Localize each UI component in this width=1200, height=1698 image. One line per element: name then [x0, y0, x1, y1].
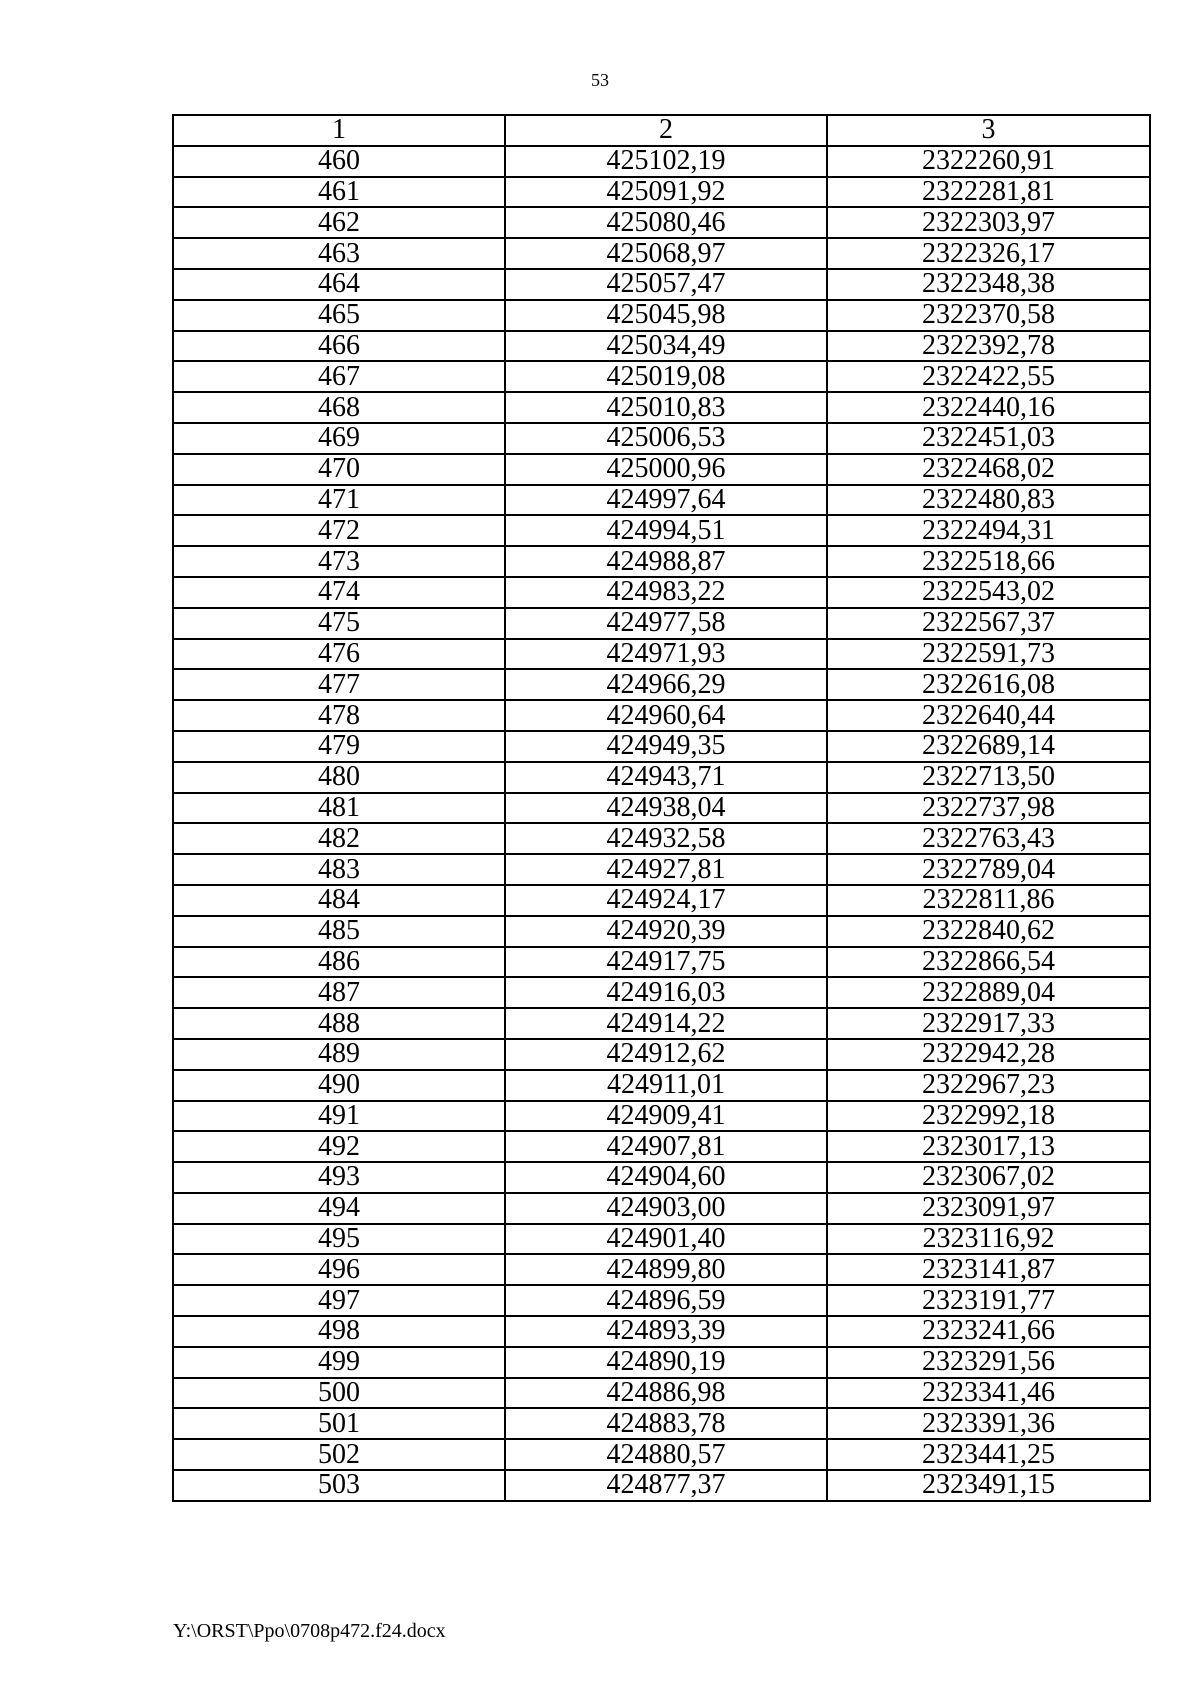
x-coordinate-cell: 424893,39 — [505, 1316, 827, 1347]
table-row — [173, 454, 1150, 485]
y-coordinate-cell: 2322260,91 — [827, 146, 1150, 177]
point-number-cell: 474 — [173, 577, 505, 608]
y-coordinate-cell: 2322889,04 — [827, 977, 1150, 1008]
point-number-cell: 491 — [173, 1101, 505, 1132]
x-coordinate-cell: 424877,37 — [505, 1470, 827, 1501]
point-number-cell: 494 — [173, 1193, 505, 1224]
table-row — [173, 823, 1150, 854]
y-coordinate-cell: 2322840,62 — [827, 916, 1150, 947]
table-row — [173, 1224, 1150, 1255]
y-coordinate-cell: 2322567,37 — [827, 608, 1150, 639]
y-coordinate-cell: 2323491,15 — [827, 1470, 1150, 1501]
point-number-cell: 460 — [173, 146, 505, 177]
table-row — [173, 1008, 1150, 1039]
table-row — [173, 1101, 1150, 1132]
x-coordinate-cell: 424907,81 — [505, 1131, 827, 1162]
y-coordinate-cell: 2323017,13 — [827, 1131, 1150, 1162]
x-coordinate-cell: 424909,41 — [505, 1101, 827, 1132]
y-coordinate-cell: 2322917,33 — [827, 1008, 1150, 1039]
y-coordinate-cell: 2322480,83 — [827, 485, 1150, 516]
table-row — [173, 300, 1150, 331]
point-number-cell: 466 — [173, 331, 505, 362]
x-coordinate-cell: 425034,49 — [505, 331, 827, 362]
table-body — [173, 146, 1150, 1501]
table-row — [173, 608, 1150, 639]
y-coordinate-cell: 2322422,55 — [827, 361, 1150, 392]
table-row — [173, 700, 1150, 731]
y-coordinate-cell: 2322789,04 — [827, 854, 1150, 885]
point-number-cell: 482 — [173, 823, 505, 854]
x-coordinate-cell: 425068,97 — [505, 238, 827, 269]
x-coordinate-cell: 424916,03 — [505, 977, 827, 1008]
x-coordinate-cell: 425091,92 — [505, 177, 827, 208]
y-coordinate-cell: 2322370,58 — [827, 300, 1150, 331]
point-number-cell: 487 — [173, 977, 505, 1008]
x-coordinate-cell: 424938,04 — [505, 793, 827, 824]
point-number-cell: 503 — [173, 1470, 505, 1501]
x-coordinate-cell: 425000,96 — [505, 454, 827, 485]
point-number-cell: 486 — [173, 947, 505, 978]
y-coordinate-cell: 2322811,86 — [827, 885, 1150, 916]
x-coordinate-cell: 424927,81 — [505, 854, 827, 885]
y-coordinate-cell: 2322763,43 — [827, 823, 1150, 854]
table-row — [173, 392, 1150, 423]
table-row — [173, 1378, 1150, 1409]
table-row — [173, 793, 1150, 824]
table-row — [173, 1316, 1150, 1347]
table-row — [173, 669, 1150, 700]
x-coordinate-cell: 424949,35 — [505, 731, 827, 762]
x-coordinate-cell: 424883,78 — [505, 1408, 827, 1439]
y-coordinate-cell: 2322451,03 — [827, 423, 1150, 454]
point-number-cell: 493 — [173, 1162, 505, 1193]
x-coordinate-cell: 425019,08 — [505, 361, 827, 392]
y-coordinate-cell: 2322392,78 — [827, 331, 1150, 362]
point-number-cell: 472 — [173, 515, 505, 546]
x-coordinate-cell: 424914,22 — [505, 1008, 827, 1039]
point-number-cell: 473 — [173, 546, 505, 577]
table-row — [173, 1070, 1150, 1101]
table-row — [173, 1470, 1150, 1501]
point-number-cell: 475 — [173, 608, 505, 639]
point-number-cell: 500 — [173, 1378, 505, 1409]
x-coordinate-cell: 425006,53 — [505, 423, 827, 454]
x-coordinate-cell: 424896,59 — [505, 1285, 827, 1316]
point-number-cell: 461 — [173, 177, 505, 208]
point-number-cell: 499 — [173, 1347, 505, 1378]
table-row — [173, 916, 1150, 947]
table-row — [173, 515, 1150, 546]
y-coordinate-cell: 2323341,46 — [827, 1378, 1150, 1409]
y-coordinate-cell: 2323191,77 — [827, 1285, 1150, 1316]
x-coordinate-cell: 424966,29 — [505, 669, 827, 700]
y-coordinate-cell: 2323091,97 — [827, 1193, 1150, 1224]
table-row — [173, 762, 1150, 793]
x-coordinate-cell: 425057,47 — [505, 269, 827, 300]
x-coordinate-cell: 424971,93 — [505, 639, 827, 670]
x-coordinate-cell: 424912,62 — [505, 1039, 827, 1070]
x-coordinate-cell: 425080,46 — [505, 207, 827, 238]
table-row — [173, 977, 1150, 1008]
page-number: 53 — [591, 70, 609, 90]
table-row — [173, 1439, 1150, 1470]
table-row — [173, 639, 1150, 670]
table-row — [173, 1254, 1150, 1285]
point-number-cell: 480 — [173, 762, 505, 793]
table-row — [173, 947, 1150, 978]
footer-file-path: Y:\ORST\Ppo\0708p472.f24.docx — [173, 1620, 446, 1642]
table-row — [173, 207, 1150, 238]
point-number-cell: 478 — [173, 700, 505, 731]
y-coordinate-cell: 2322967,23 — [827, 1070, 1150, 1101]
y-coordinate-cell: 2323067,02 — [827, 1162, 1150, 1193]
column-header-3: 3 — [827, 115, 1150, 146]
y-coordinate-cell: 2322942,28 — [827, 1039, 1150, 1070]
table-row — [173, 577, 1150, 608]
column-header-2: 2 — [505, 115, 827, 146]
table-row — [173, 238, 1150, 269]
point-number-cell: 495 — [173, 1224, 505, 1255]
table-row — [173, 1408, 1150, 1439]
y-coordinate-cell: 2322866,54 — [827, 947, 1150, 978]
x-coordinate-cell: 424901,40 — [505, 1224, 827, 1255]
y-coordinate-cell: 2323391,36 — [827, 1408, 1150, 1439]
y-coordinate-cell: 2322281,81 — [827, 177, 1150, 208]
point-number-cell: 464 — [173, 269, 505, 300]
x-coordinate-cell: 424988,87 — [505, 546, 827, 577]
y-coordinate-cell: 2322616,08 — [827, 669, 1150, 700]
table-row — [173, 731, 1150, 762]
table-row — [173, 485, 1150, 516]
y-coordinate-cell: 2322348,38 — [827, 269, 1150, 300]
table-row — [173, 269, 1150, 300]
point-number-cell: 502 — [173, 1439, 505, 1470]
x-coordinate-cell: 424943,71 — [505, 762, 827, 793]
table-row — [173, 146, 1150, 177]
point-number-cell: 484 — [173, 885, 505, 916]
point-number-cell: 468 — [173, 392, 505, 423]
y-coordinate-cell: 2322326,17 — [827, 238, 1150, 269]
x-coordinate-cell: 424899,80 — [505, 1254, 827, 1285]
x-coordinate-cell: 424886,98 — [505, 1378, 827, 1409]
x-coordinate-cell: 424920,39 — [505, 916, 827, 947]
y-coordinate-cell: 2323141,87 — [827, 1254, 1150, 1285]
table-row — [173, 1131, 1150, 1162]
point-number-cell: 477 — [173, 669, 505, 700]
point-number-cell: 469 — [173, 423, 505, 454]
point-number-cell: 498 — [173, 1316, 505, 1347]
table-row — [173, 546, 1150, 577]
table-row — [173, 1162, 1150, 1193]
y-coordinate-cell: 2322494,31 — [827, 515, 1150, 546]
point-number-cell: 465 — [173, 300, 505, 331]
x-coordinate-cell: 424917,75 — [505, 947, 827, 978]
y-coordinate-cell: 2322689,14 — [827, 731, 1150, 762]
y-coordinate-cell: 2323441,25 — [827, 1439, 1150, 1470]
y-coordinate-cell: 2322640,44 — [827, 700, 1150, 731]
point-number-cell: 496 — [173, 1254, 505, 1285]
coordinates-table — [172, 114, 1151, 1502]
point-number-cell: 476 — [173, 639, 505, 670]
y-coordinate-cell: 2322468,02 — [827, 454, 1150, 485]
point-number-cell: 488 — [173, 1008, 505, 1039]
x-coordinate-cell: 424932,58 — [505, 823, 827, 854]
x-coordinate-cell: 424903,00 — [505, 1193, 827, 1224]
point-number-cell: 489 — [173, 1039, 505, 1070]
x-coordinate-cell: 424911,01 — [505, 1070, 827, 1101]
point-number-cell: 470 — [173, 454, 505, 485]
table-row — [173, 1285, 1150, 1316]
y-coordinate-cell: 2323291,56 — [827, 1347, 1150, 1378]
x-coordinate-cell: 424983,22 — [505, 577, 827, 608]
header-row — [173, 115, 1150, 146]
x-coordinate-cell: 424924,17 — [505, 885, 827, 916]
point-number-cell: 483 — [173, 854, 505, 885]
point-number-cell: 497 — [173, 1285, 505, 1316]
y-coordinate-cell: 2322992,18 — [827, 1101, 1150, 1132]
table-row — [173, 361, 1150, 392]
table-row — [173, 1347, 1150, 1378]
x-coordinate-cell: 424890,19 — [505, 1347, 827, 1378]
x-coordinate-cell: 425010,83 — [505, 392, 827, 423]
x-coordinate-cell: 424977,58 — [505, 608, 827, 639]
table-row — [173, 854, 1150, 885]
x-coordinate-cell: 424960,64 — [505, 700, 827, 731]
y-coordinate-cell: 2322518,66 — [827, 546, 1150, 577]
point-number-cell: 481 — [173, 793, 505, 824]
x-coordinate-cell: 424994,51 — [505, 515, 827, 546]
y-coordinate-cell: 2322713,50 — [827, 762, 1150, 793]
point-number-cell: 485 — [173, 916, 505, 947]
x-coordinate-cell: 424880,57 — [505, 1439, 827, 1470]
y-coordinate-cell: 2322543,02 — [827, 577, 1150, 608]
y-coordinate-cell: 2323241,66 — [827, 1316, 1150, 1347]
y-coordinate-cell: 2322737,98 — [827, 793, 1150, 824]
x-coordinate-cell: 424997,64 — [505, 485, 827, 516]
point-number-cell: 471 — [173, 485, 505, 516]
point-number-cell: 467 — [173, 361, 505, 392]
x-coordinate-cell: 425045,98 — [505, 300, 827, 331]
point-number-cell: 462 — [173, 207, 505, 238]
point-number-cell: 479 — [173, 731, 505, 762]
point-number-cell: 490 — [173, 1070, 505, 1101]
y-coordinate-cell: 2322591,73 — [827, 639, 1150, 670]
table-row — [173, 331, 1150, 362]
point-number-cell: 492 — [173, 1131, 505, 1162]
table-header — [173, 115, 1150, 146]
table-row — [173, 1039, 1150, 1070]
table-row — [173, 423, 1150, 454]
x-coordinate-cell: 424904,60 — [505, 1162, 827, 1193]
y-coordinate-cell: 2322303,97 — [827, 207, 1150, 238]
table-row — [173, 885, 1150, 916]
y-coordinate-cell: 2322440,16 — [827, 392, 1150, 423]
point-number-cell: 463 — [173, 238, 505, 269]
column-header-1: 1 — [173, 115, 505, 146]
table-row — [173, 177, 1150, 208]
x-coordinate-cell: 425102,19 — [505, 146, 827, 177]
y-coordinate-cell: 2323116,92 — [827, 1224, 1150, 1255]
table-row — [173, 1193, 1150, 1224]
point-number-cell: 501 — [173, 1408, 505, 1439]
